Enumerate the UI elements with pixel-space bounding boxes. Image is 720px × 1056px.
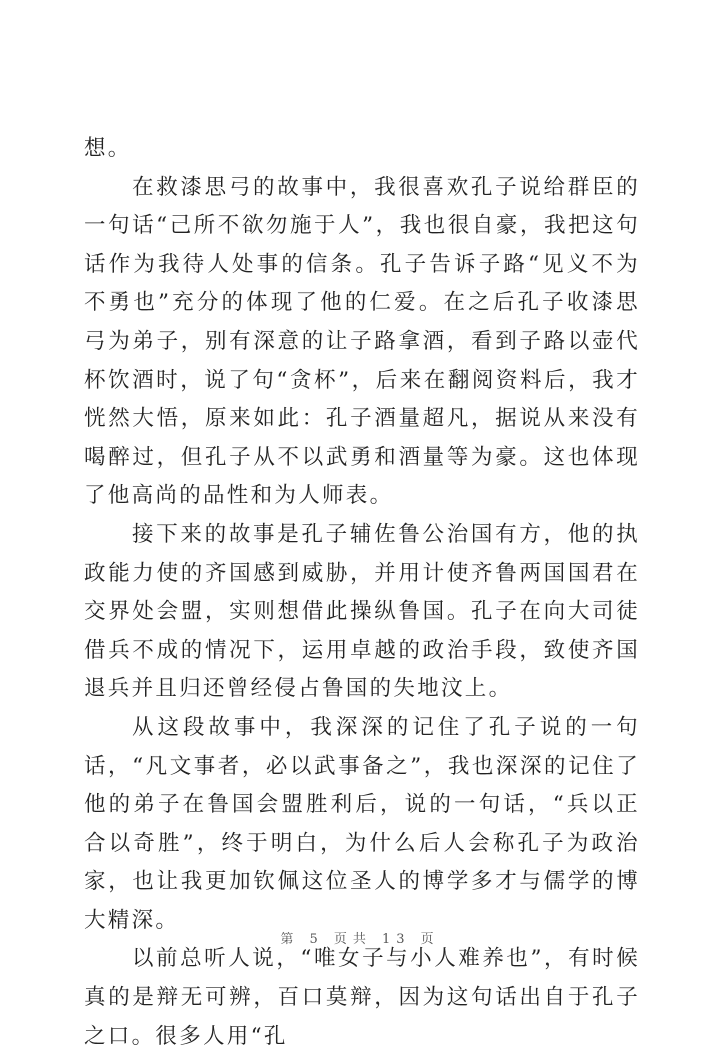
paragraph: 以前总听人说，“唯女子与小人难养也”，有时候真的是辩无可辨，百口莫辩，因为这句话出自于孔子之口。很多人用“孔: [84, 946, 640, 1049]
paragraph: 在救漆思弓的故事中，我很喜欢孔子说给群臣的一句话“己所不欲勿施于人”，我也很自豪，我把这句话作为我待人处事的信条。孔子告诉子路“见义不为不勇也”充分的体现了他的仁爱。在之后孔子收漆思弓为弟子，别有深意的让子路拿酒，看到子路以壶代杯饮酒时，说了句“贪杯”，后来在翻阅资料后，我才恍然大悟，原来如此：孔子酒量超凡，据说从来没有喝醉过，但孔子从不以武勇和酒量等为豪。这也体现了他高尚的品性和为人师表。: [84, 174, 640, 509]
paragraph: 接下来的故事是孔子辅佐鲁公治国有方，他的执政能力使的齐国感到威胁，并用计使齐鲁两国国君在交界处会盟，实则想借此操纵鲁国。孔子在向大司徒借兵不成的情况下，运用卓越的政治手段，致使齐国退兵并且归还曾经侵占鲁国的失地汶上。: [84, 521, 640, 702]
paragraph: 想。: [84, 136, 132, 161]
paragraph: 从这段故事中，我深深的记住了孔子说的一句话，“凡文事者，必以武事备之”，我也深深的记住了他的弟子在鲁国会盟胜利后，说的一句话，“兵以正合以奇胜”，终于明白，为什么后人会称孔子为政治家，也让我更加钦佩这位圣人的博学多才与儒学的博大精深。: [84, 714, 640, 933]
page-footer: 第 5 页共 13 页: [280, 932, 440, 947]
document-body: [84, 130, 640, 1056]
